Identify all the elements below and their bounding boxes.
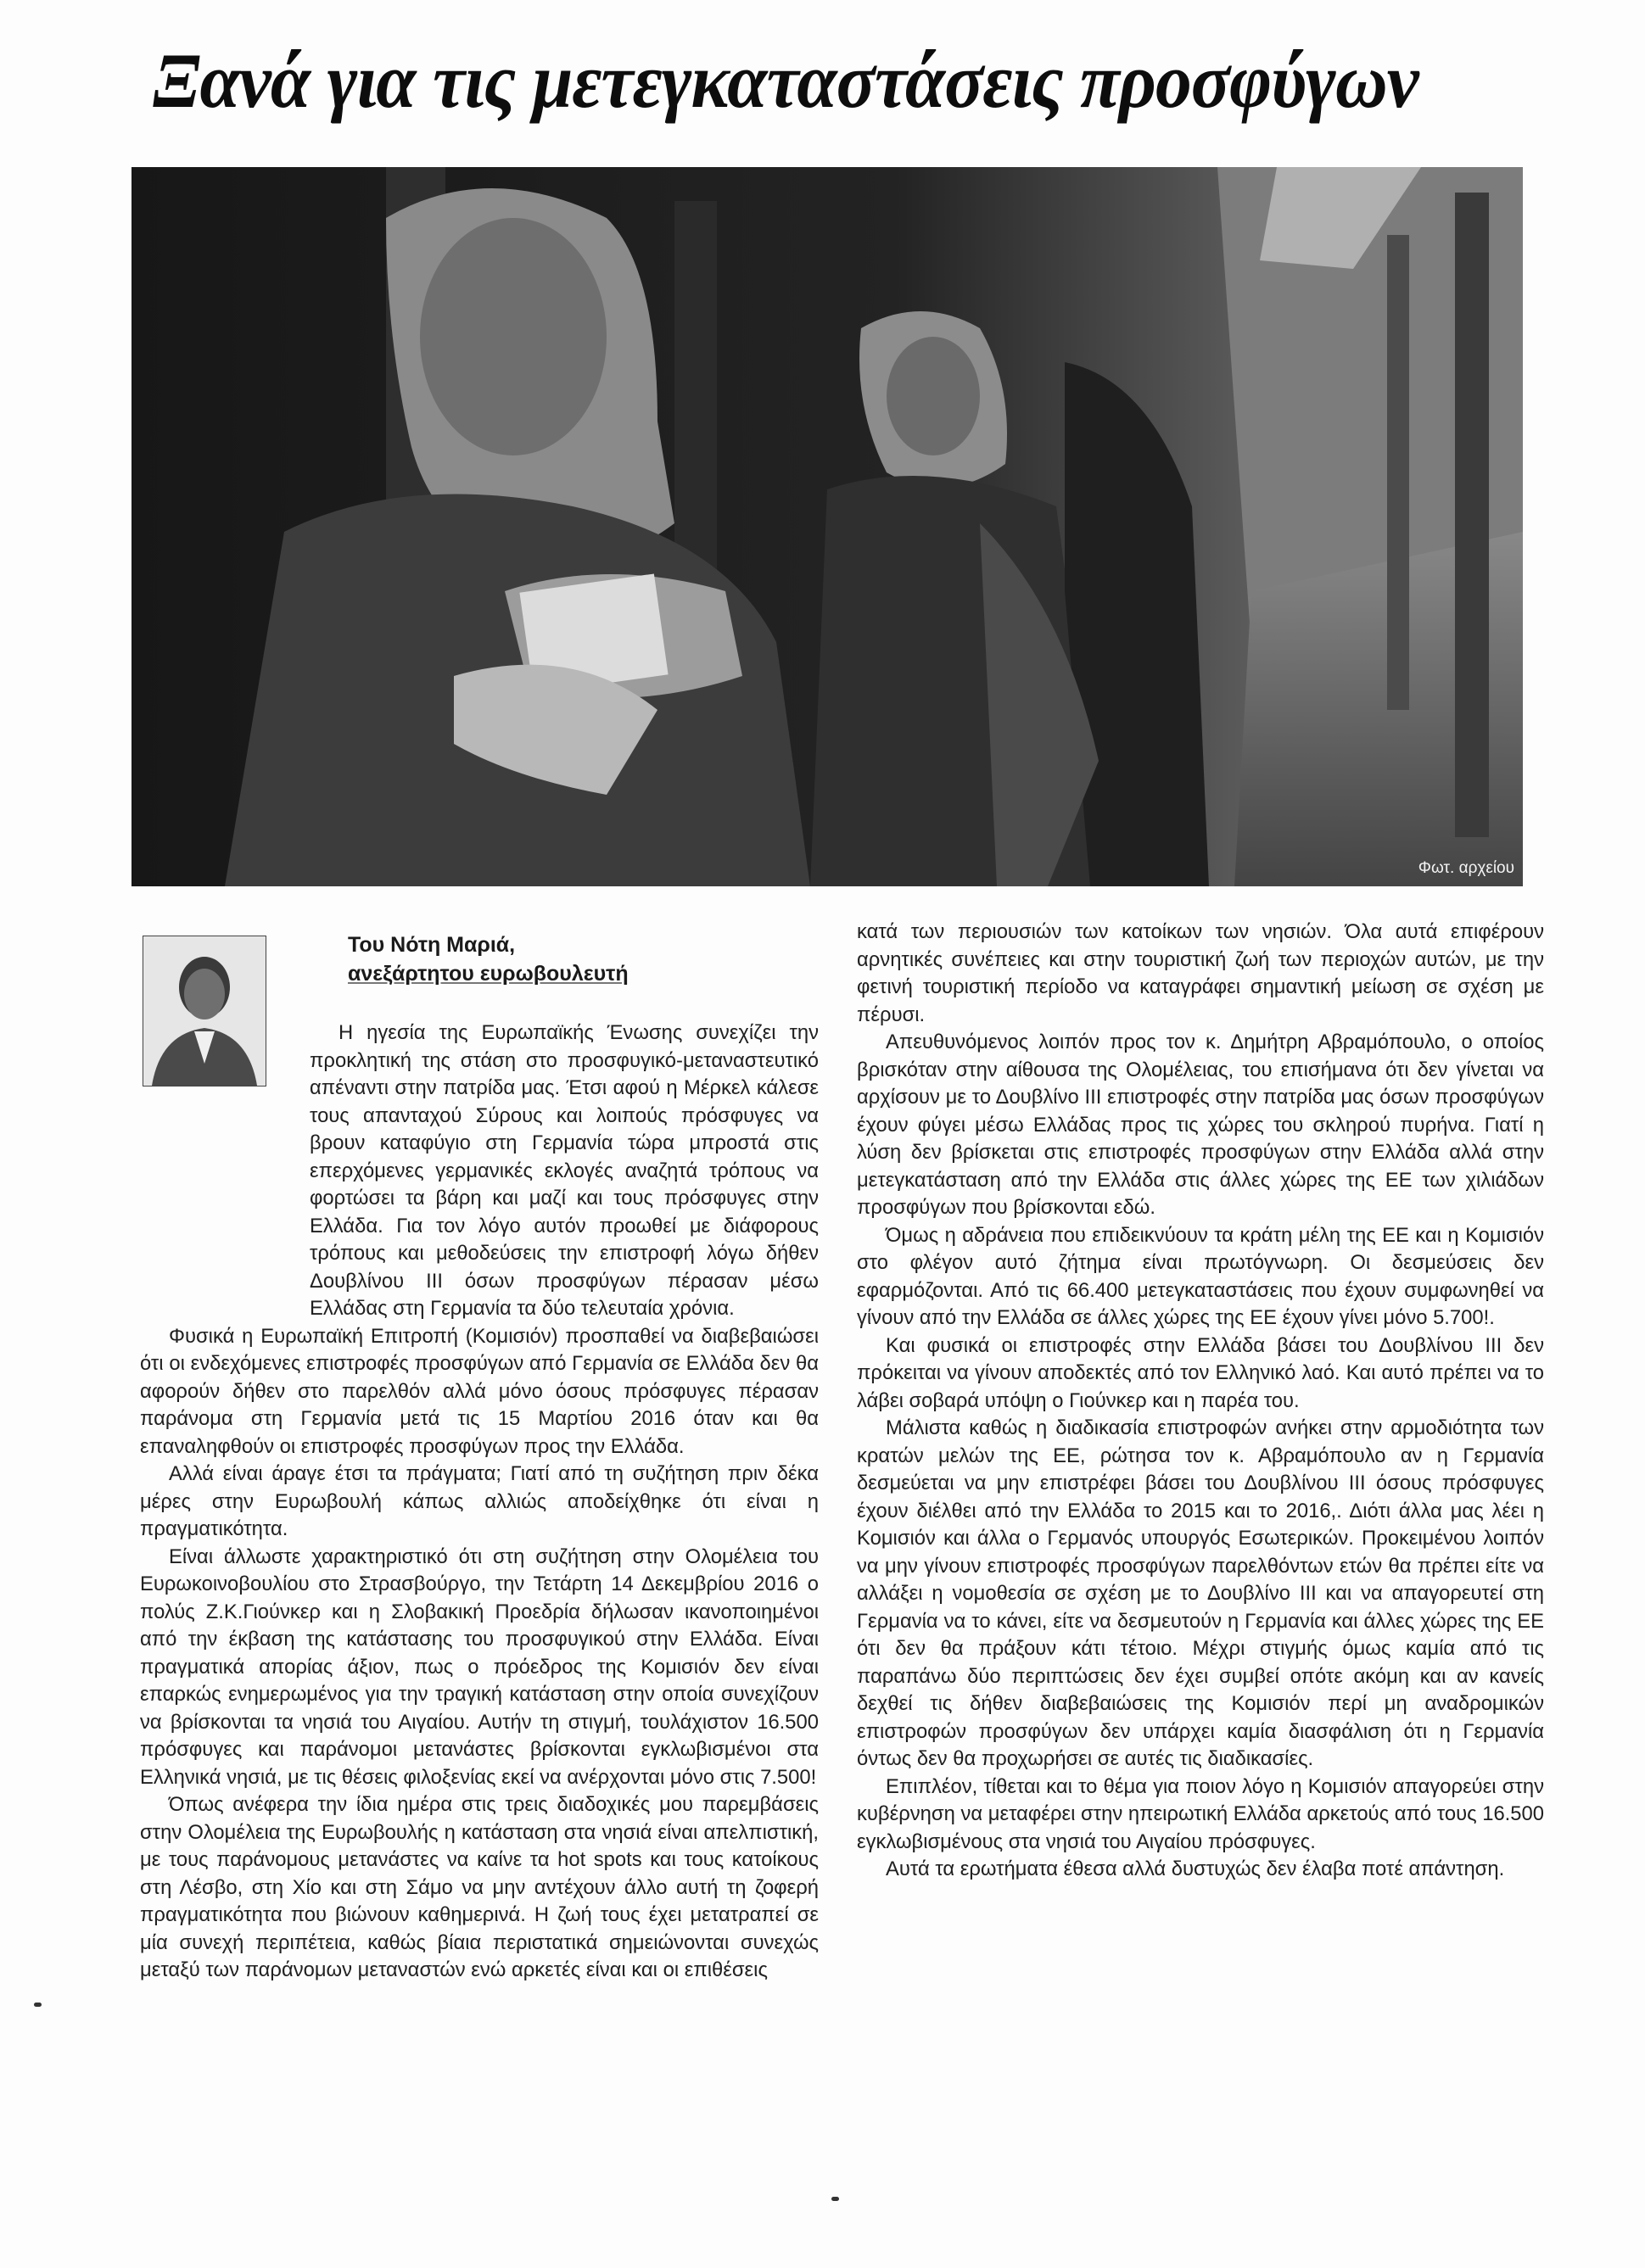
paragraph: Απευθυνόμενος λοιπόν προς τον κ. Δημήτρη Αβραμόπουλο, ο οποίος βρισκόταν στην αίθουσα της Ολομέλειας, του επισήμανα ότι δεν γίνεται να αρχίσουν με το Δουβλίνο ΙΙΙ επιστροφές στην πατρίδα μας όσων προσφύγων έχουν φύγει μέσω Ελλάδας προς τις χώρες του σκληρού πυρήνα. Γιατί η λύση δεν βρίσκεται στις επιστροφές προσφύγων στην Ελλάδα αλλά στην μετεγκατάσταση από την Ελλάδα στις άλλες χώρες της ΕΕ των χιλιάδων προσφύγων που βρίσκονται εδώ. bbox=[857, 1031, 1544, 1219]
author-name: Του Νότη Μαριά, bbox=[348, 933, 516, 957]
article-column-right bbox=[857, 919, 1544, 1884]
paragraph: Αυτά τα ερωτήματα έθεσα αλλά δυστυχώς δεν έλαβα ποτέ απάντηση. bbox=[886, 1857, 1505, 1880]
refugees-photo-image bbox=[131, 167, 1523, 886]
paragraph: Και φυσικά οι επιστροφές στην Ελλάδα βάσει του Δουβλίνου ΙΙΙ δεν πρόκειται να γίνουν αποδεκτές από τον Ελληνικό λαό. Και αυτό πρέπει να το λάβει σοβαρά υπόψη ο Γιούνκερ και η παρέα του. bbox=[857, 1333, 1544, 1412]
paragraph: κατά των περιουσιών των κατοίκων των νησιών. Όλα αυτά επιφέρουν αρνητικές συνέπειες και στην τουριστική ζωή των περιοχών αυτών, με την φετινή τουριστική περίοδο να καταγράφει σημαντική μείωση σε σχέση με πέρυσι. bbox=[857, 920, 1544, 1026]
article-column-left bbox=[140, 1019, 819, 1985]
author-role: ανεξάρτητου ευρωβουλευτή bbox=[348, 962, 629, 986]
paragraph: Η ηγεσία της Ευρωπαϊκής Ένωσης συνεχίζει την προκλητική της στάση στο προσφυγικό-μεταναστευτικό απέναντι στην πατρίδα μας. Έτσι αφού η Μέρκελ κάλεσε τους απανταχού Σύρους και λοιπούς πρόσφυγες να βρουν καταφύγιο στη Γερμανία τώρα μπροστά στις επερχόμενες γερμανικές εκλογές αναζητά τρόπους να φορτώσει τα βάρη και μαζί και τους πρόσφυγες στην Ελλάδα. Για τον λόγο αυτόν προωθεί με διάφορους τρόπους και μεθοδεύσεις την επιστροφή λόγω δήθεν Δουβλίνου ΙΙΙ όσων προσφύγων πέρασαν μέσω Ελλάδας στη Γερμανία τα δύο τελευταία χρόνια. bbox=[310, 1021, 819, 1320]
byline bbox=[348, 930, 687, 988]
paragraph: Φυσικά η Ευρωπαϊκή Επιτροπή (Κομισιόν) προσπαθεί να διαβεβαιώσει ότι οι ενδεχόμενες επιστροφές προσφύγων από Γερμανία σε Ελλάδα δεν θα αφορούν δήθεν στο παρελθόν αλλά μόνο όσους πρόσφυγες πέρασαν παράνομα στη Γερμανία μετά τις 15 Μαρτίου 2016 όταν και θα επαναληφθούν οι επιστροφές προσφύγων προς την Ελλάδα. bbox=[140, 1324, 819, 1458]
scan-speck bbox=[831, 2197, 839, 2201]
paragraph: Όμως η αδράνεια που επιδεικνύουν τα κράτη μέλη της ΕΕ και η Κομισιόν στο φλέγον αυτό ζήτημα είναι πρωτόγνωρη. Οι δεσμεύσεις δεν εφαρμόζονται. Από τις 66.400 μετεγκαταστάσεις που έχουν συμφωνηθεί να γίνουν από την Ελλάδα σε άλλες χώρες της ΕΕ έχουν γίνει μόνο 5.700!. bbox=[857, 1223, 1544, 1329]
article-headline: Ξανά για τις μετεγκαταστάσεις προσφύγων bbox=[153, 37, 1418, 124]
photo-credit: Φωτ. αρχείου bbox=[1418, 859, 1514, 877]
paragraph: Επιπλέον, τίθεται και το θέμα για ποιον λόγο η Κομισιόν απαγορεύει στην κυβέρνηση να μεταφέρει στην ηπειρωτική Ελλάδα αρκετούς από τους 16.500 εγκλωβισμένους στα νησιά του Αιγαίου πρόσφυγες. bbox=[857, 1774, 1544, 1853]
refugees-photo bbox=[131, 167, 1523, 886]
paragraph: Αλλά είναι άραγε έτσι τα πράγματα; Γιατί από τη συζήτηση πριν δέκα μέρες στην Ευρωβουλή κάπως αλλιώς αποδείχθηκε ότι είναι η πραγματικότητα. bbox=[140, 1462, 819, 1540]
scan-speck bbox=[34, 2003, 42, 2007]
paragraph: Όπως ανέφερα την ίδια ημέρα στις τρεις διαδοχικές μου παρεμβάσεις στην Ολομέλεια της Ευρωβουλής η κατάσταση στα νησιά είναι απελπιστική, με τους παράνομους μετανάστες να καίνε τα hot spots και τους κατοίκους στη Λέσβο, στη Χίο και στη Σάμο να μην αντέχουν άλλο αυτή τη ζοφερή πραγματικότητα που βιώνουν καθημερινά. Η ζωή τους έχει μετατραπεί σε μία συνεχή περιπέτεια, καθώς βίαια περιστατικά σημειώνονται συνεχώς μεταξύ των παράνομων μεταναστών ενώ αρκετές είναι και οι επιθέσεις bbox=[140, 1793, 819, 1981]
paragraph: Είναι άλλωστε χαρακτηριστικό ότι στη συζήτηση στην Ολομέλεια του Ευρωκοινοβουλίου στο Στρασβούργο, την Τετάρτη 14 Δεκεμβρίου 2016 ο πολύς Ζ.Κ.Γιούνκερ και η Σλοβακική Προεδρία δήλωσαν ικανοποιημένοι από την έκβαση της κατάστασης του προσφυγικού στην Ελλάδα. Είναι πραγματικά απορίας άξιον, πως ο πρόεδρος της Κομισιόν δεν είναι επαρκώς ενημερωμένος για την τραγική κατάσταση στην οποία συνεχίζουν να βρίσκονται τα νησιά του Αιγαίου. Αυτήν τη στιγμή, τουλάχιστον 16.500 πρόσφυγες και παράνομοι μετανάστες βρίσκονται εγκλωβισμένοι στα Ελληνικά νησιά, με τις θέσεις φιλοξενίας εκεί να ανέρχονται μόνο στις 7.500! bbox=[140, 1545, 819, 1789]
paragraph: Μάλιστα καθώς η διαδικασία επιστροφών ανήκει στην αρμοδιότητα των κρατών μελών της ΕΕ, ρώτησα τον κ. Αβραμόπουλο αν η Γερμανία δεσμεύεται να μην επιστρέφει βάσει του Δουβλίνου ΙΙΙ όσους πρόσφυγες έχουν διέλθει από την Ελλάδα το 2015 και το 2016,. Διότι άλλα μας λέει η Κομισιόν και άλλα ο Γερμανός υπουργός Εσωτερικών. Προκειμένου λοιπόν να μην γίνουν επιστροφές προσφύγων παρελθόντων ετών θα πρέπει είτε να αλλάξει η νομοθεσία σε σχέση με το Δουβλίνο ΙΙΙ και να απαγορευτεί στη Γερμανία να το κάνει, είτε να δεσμευτούν η Γερμανία και άλλες χώρες της ΕΕ ότι δεν θα πράξουν κάτι τέτοιο. Μέχρι στιγμής όμως καμία από τις παραπάνω δύο περιπτώσεις δεν έχει συμβεί οπότε ακόμη και αν κανείς δεχθεί τις δήθεν διαβεβαιώσεις της Κομισιόν περί μη αναδρομικών επιστροφών προσφύγων δεν υπάρχει καμία διασφάλιση ότι η Γερμανία όντως δεν θα προχωρήσει σε αυτές τις διαδικασίες. bbox=[857, 1416, 1544, 1770]
